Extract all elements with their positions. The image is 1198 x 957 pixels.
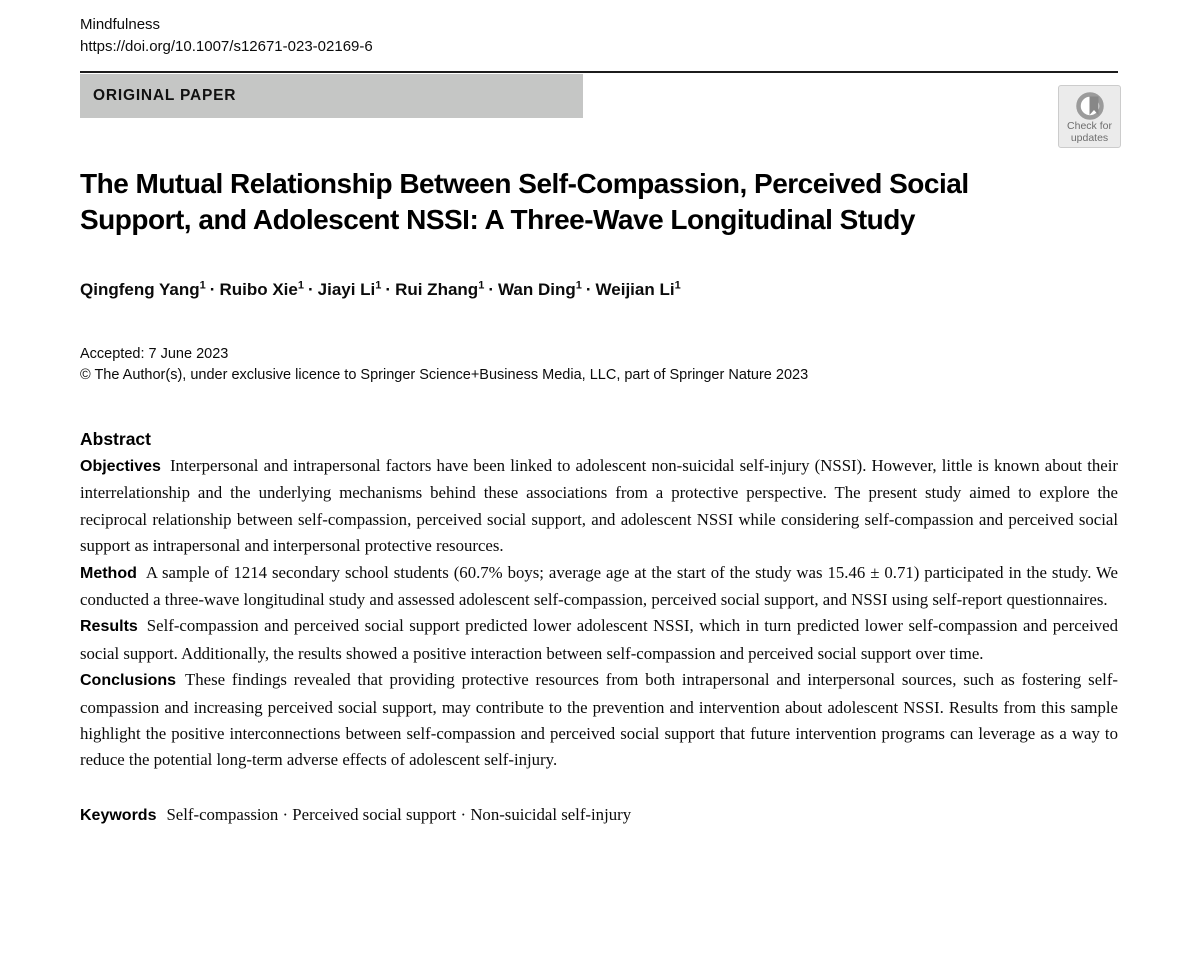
author-name: Jiayi Li (317, 280, 376, 299)
author (596, 280, 681, 299)
article-title: The Mutual Relationship Between Self-Compassion, Perceived Social Support, and Adolescent NSSI: A Three-Wave Longitudinal Study (80, 168, 969, 235)
author (80, 280, 206, 299)
author-affiliation-marker: 1 (375, 279, 382, 292)
keywords-list: Self-compassion · Perceived social support · Non-suicidal self-injury (166, 804, 632, 824)
author-name: Rui Zhang (395, 280, 479, 299)
journal-header (80, 14, 1118, 118)
author-affiliation-marker: 1 (674, 279, 681, 292)
author (318, 280, 382, 299)
method-label: Method (80, 564, 137, 582)
badge-text-line2: updates (1070, 131, 1109, 144)
conclusions-label: Conclusions (80, 672, 177, 690)
check-for-updates-badge[interactable] (1058, 85, 1121, 148)
author-name: Ruibo Xie (219, 280, 298, 299)
article-type-label: ORIGINAL PAPER (93, 87, 237, 104)
accepted-date: Accepted: 7 June 2023 (80, 346, 229, 362)
author (395, 280, 484, 299)
author-separator: · (585, 280, 592, 299)
keywords-line (80, 805, 1118, 825)
results-label: Results (80, 618, 138, 636)
abstract-results-paragraph (80, 613, 1118, 667)
author-affiliation-marker: 1 (575, 279, 582, 292)
authors-line (80, 280, 1118, 300)
method-text: A sample of 1214 secondary school students (60.7% boys; average age at the start of the study was 15.46 ± 0.71) participated in the study. We conducted a three-wave longitudinal study and assessed adolescent self-compassion, perceived social support, and NSSI using self-report questionnaires. (80, 562, 1118, 610)
abstract-method-paragraph (80, 560, 1118, 614)
author-separator: · (307, 280, 314, 299)
article-type-band (80, 74, 583, 118)
keywords-label: Keywords (80, 806, 157, 824)
author-separator: · (209, 280, 216, 299)
header-rule (80, 71, 1118, 73)
author-name: Wan Ding (497, 280, 576, 299)
check-for-updates-icon (1073, 89, 1107, 123)
abstract-conclusions-paragraph (80, 667, 1118, 774)
author-affiliation-marker: 1 (478, 279, 485, 292)
results-text: Self-compassion and perceived social support predicted lower adolescent NSSI, which in turn predicted lower self-compassion and perceived social support. Additionally, the results showed a positive interaction between self-compassion and perceived social support over time. (80, 616, 1118, 663)
abstract-section (80, 426, 1118, 774)
doi-link[interactable]: https://doi.org/10.1007/s12671-023-02169-6 (80, 38, 373, 55)
check-for-updates-text (1067, 121, 1112, 144)
author-affiliation-marker: 1 (297, 279, 304, 292)
author-separator: · (488, 280, 494, 299)
abstract-objectives-paragraph (80, 453, 1118, 560)
objectives-label: Objectives (80, 458, 161, 475)
article-history (80, 344, 1118, 386)
author (219, 280, 304, 299)
author-separator: · (385, 280, 392, 299)
copyright-notice: © The Author(s), under exclusive licence to Springer Science+Business Media, LLC, part of Springer Nature 2023 (80, 367, 809, 383)
author (498, 280, 582, 299)
badge-text-line1: Check for (1067, 120, 1112, 132)
objectives-text: Interpersonal and intrapersonal factors have been linked to adolescent non-suicidal self-injury (NSSI). However, little is known about their interrelationship and the underlying mechanisms behind these associations from a protective perspective. The present study aimed to explore the reciprocal relationship between self-compassion, perceived social support, and adolescent NSSI while considering self-compassion and perceived social support as intrapersonal and interpersonal protective resources. (80, 456, 1118, 556)
conclusions-text: These findings revealed that providing protective resources from both intrapersonal and interpersonal sources, such as fostering self-compassion and increasing perceived social support, may contribute to the prevention and intervention about adolescent NSSI. Results from this sample highlight the positive interconnections between self-compassion and perceived social support that future intervention programs can leverage as a way to reduce the potential long-term adverse effects of adolescent self-injury. (80, 670, 1118, 770)
author-name: Weijian Li (595, 280, 675, 299)
abstract-heading: Abstract (80, 429, 151, 449)
author-name: Qingfeng Yang (80, 280, 200, 299)
author-affiliation-marker: 1 (199, 279, 206, 292)
journal-name: Mindfulness (80, 16, 161, 33)
